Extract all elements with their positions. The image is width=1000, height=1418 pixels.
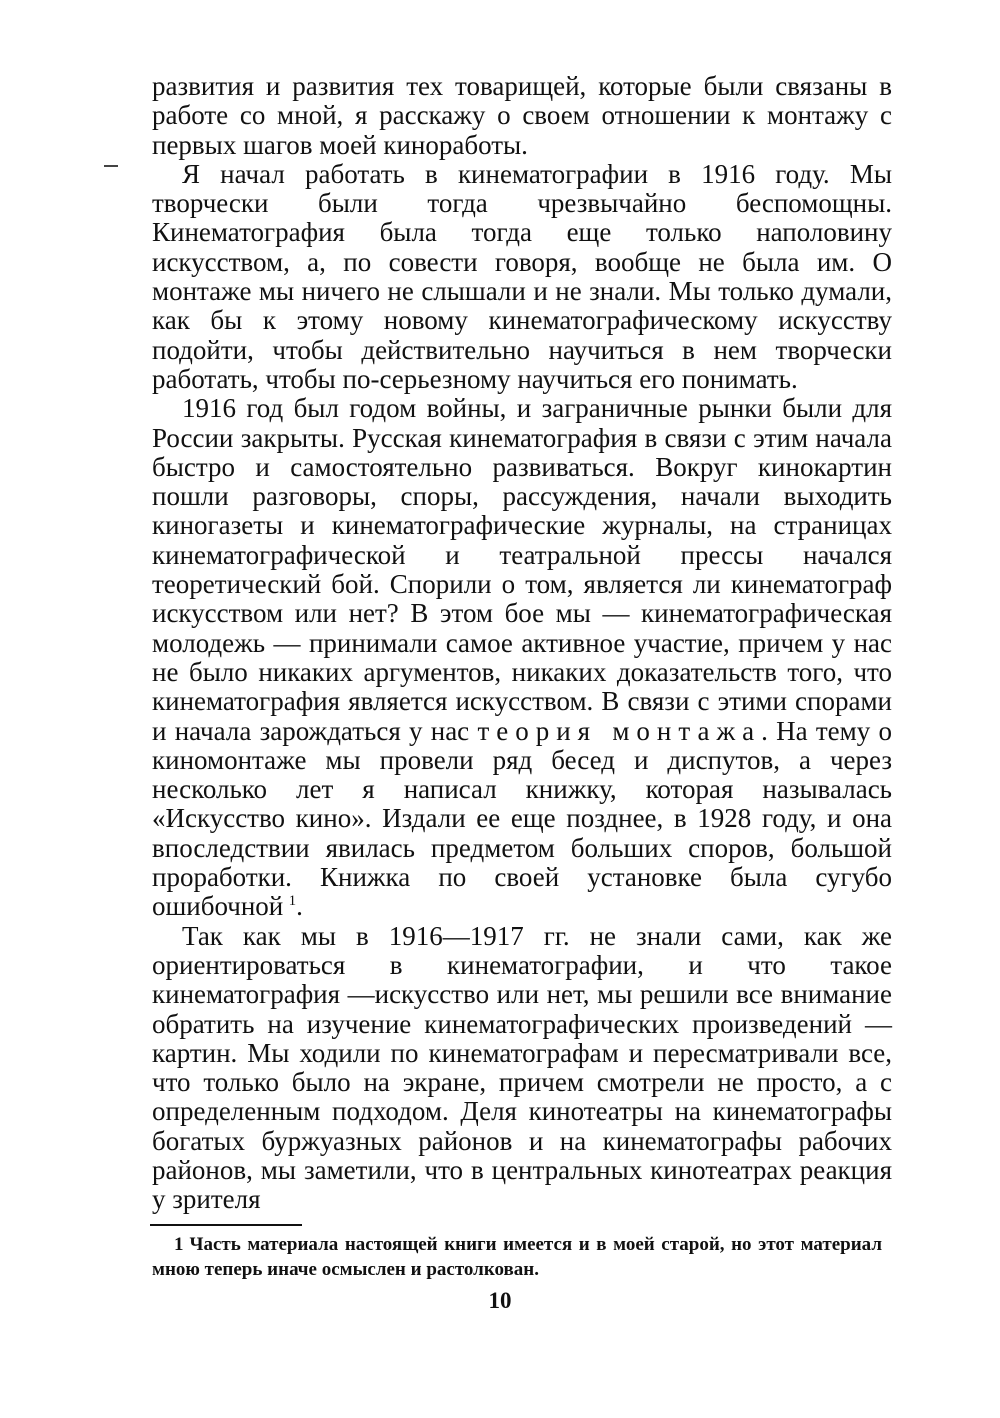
footnote-number: 1 — [174, 1234, 184, 1255]
paragraph-3-text-after: . На тему о киномонтаже мы провели ряд бесед и диспутов, а через несколько лет я написал книжку, которая называлась «Искусство кино». Издали ее еще позднее, в 1928 году, и она впоследствии явилась предметом больших споров, большой проработки. Книжка по своей установке была сугубо ошибочной — [152, 715, 893, 922]
footnote-divider — [150, 1224, 302, 1226]
paragraph-4: Так как мы в 1916—1917 гг. не знали сами, как же ориентироваться в кинематографии, и что такое кинематография —искусство или нет, мы решили все внимание обратить на изучение кинематографических произведений — картин. Мы ходили по кинематографам и пересматривали все, что только было на экране, причем смотрели не просто, а с определенным подходом. Деля кинотеатры на кинематографы богатых буржуазных районов и на кинематографы рабочих районов, мы заметили, что в центральных кинотеатрах реакция у зрителя — [152, 920, 892, 1215]
paragraph-3 — [152, 394, 892, 921]
margin-mark — [104, 165, 118, 167]
paragraph-3-end: . — [296, 891, 303, 922]
paragraph-1: развития и развития тех товарищей, которые были связаны в работе со мной, я расскажу о своем отношении к монтажу с первых шагов моей киноработы. — [152, 71, 892, 160]
main-text — [152, 72, 892, 1215]
footnote — [152, 1232, 882, 1282]
emphasized-term: теория монтажа — [477, 715, 762, 746]
page-number: 10 — [488, 1288, 512, 1313]
paragraph-2: Я начал работать в кинематографии в 1916 году. Мы творчески были тогда чрезвычайно беспомощны. Кинематография была тогда еще только наполовину искусством, а, по совести говоря, вообще не была им. О монтаже мы ничего не слышали и не знали. Мы только думали, как бы к этому новому кинематографическому искусству подойти, чтобы действительно научиться в нем творчески работать, чтобы по-серьезному научиться его понимать. — [152, 158, 892, 394]
footnote-text: Часть материала настоящей книги имеется и в моей старой, но этот материал мною теперь иначе осмыслен и растолкован. — [152, 1234, 882, 1280]
footnote-reference[interactable]: 1 — [288, 893, 297, 910]
paragraph-3-text-before: 1916 год был годом войны, и заграничные рынки были для России закрыты. Русская кинематография в связи с этим начала быстро и самостоятельно развиваться. Вокруг кинокартин пошли разговоры, споры, рассуждения, начали выходить киногазеты и кинематографические журналы, на страницах кинематографической и театральной прессы начался теоретический бой. Спорили о том, является ли кинематограф искусством или нет? В этом бое мы — кинематографическая молодежь — принимали самое активное участие, причем у нас не было никаких аргументов, никаких доказательств того, что кинематография является искусством. В связи с этими спорами и начала зарождаться у нас — [152, 393, 892, 746]
